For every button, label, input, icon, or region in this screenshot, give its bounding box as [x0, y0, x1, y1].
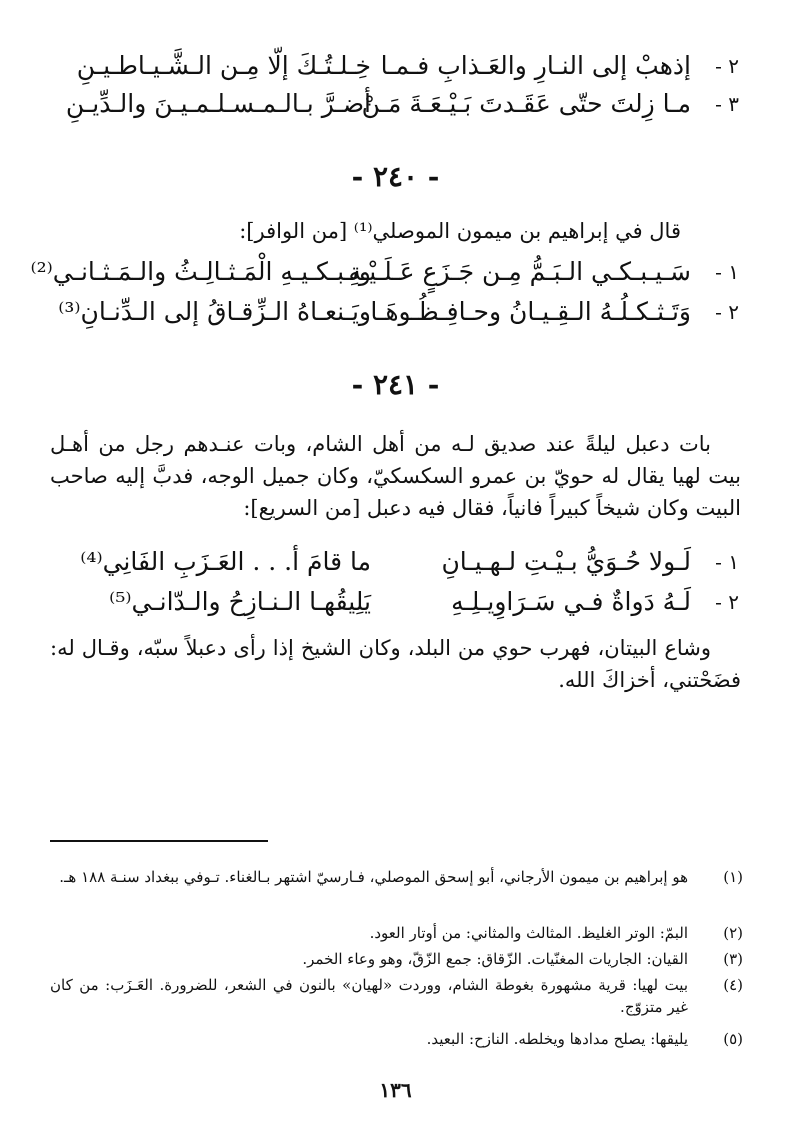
footnote-number: (٣): [723, 950, 743, 968]
verse-line: [40, 582, 751, 622]
footnote-number: (٥): [723, 1030, 743, 1048]
page-number: ١٣٦: [379, 1078, 412, 1102]
verse-second-hemistich: وتـبـكـيـهِ الْمَـثـالِـثُ والـمَـثـانـي⁽²⁾: [30, 257, 371, 286]
verse-second-hemistich: ما قامَ أ. . . العَـزَبِ الفَانِي⁽⁴⁾: [80, 547, 371, 576]
verse-first-hemistich: إذهبْ إلى النـارِ والعَـذابِ فـمـا: [380, 51, 691, 80]
verse-first-hemistich: مـا زِلتَ حتّى عَقَـدتَ بَـيْـعَـةَ مَـنْ: [361, 89, 691, 118]
section-paragraph: [50, 428, 741, 524]
verse-line: [40, 46, 751, 86]
footnote-text: بيت لهيا: قرية مشهورة بغوطة الشام، ووردت «لهيان» بالنون في الشعر، للضرورة. العَـزَب: من كان غير متزوّج.: [50, 976, 688, 1016]
footnote-number: (٢): [723, 924, 743, 942]
footnote: [50, 866, 743, 888]
verse-first-hemistich: سَـيـبـكـي الـبَـمُّ مِـن جَـزَعٍ عَـلَـيْـهِ: [348, 257, 691, 286]
verse-number: ٢ -: [715, 590, 739, 614]
verse-line: [40, 542, 751, 582]
footnote-text: البمّ: الوتر الغليظ. المثالث والمثاني: من أوتار العود.: [369, 924, 688, 942]
section-heading: - ٢٤١ -: [351, 368, 440, 401]
footnote-divider: [50, 840, 268, 842]
verse-number: ١ -: [715, 550, 739, 574]
verse-number: ١ -: [715, 260, 739, 284]
verse-line: [40, 84, 751, 124]
verse-first-hemistich: وَتَـثـكـلُـهُ الـقِـيـانُ وحـافِـظُـوهَـا: [370, 297, 691, 326]
footnote-text: يليقها: يصلح مدادها ويخلطه. النازح: البعيد.: [426, 1030, 688, 1048]
footnote-text: القيان: الجاريات المغنّيات. الزّقاق: جمع الزّقّ، وهو وعاء الخمر.: [302, 950, 688, 968]
section-intro: قال في إبراهيم بن ميمون الموصلي⁽¹⁾ [من الوافر]:: [239, 219, 681, 243]
paragraph-text: بات دعبل ليلةً عند صديق لـه من أهل الشام، وبات عنـدهم رجل من أهـل بيت لهيا يقال له حويّ بن عمرو السكسكيّ، وكان جميل الوجه، فدبَّ إليه صاحب البيت وكان شيخاً كبيراً فانياً، فقال فيه دعبل [من السريع]:: [50, 432, 741, 520]
footnote-number: (١): [723, 868, 743, 886]
section-heading: - ٢٤٠ -: [351, 160, 440, 193]
footnote-number: (٤): [723, 976, 743, 994]
verse-line: [40, 292, 751, 332]
paragraph-text: وشاع البيتان، فهرب حوي من البلد، وكان الشيخ إذا رأى دعبلاً سبّه، وقـال له: فضَحْتني، أخزاكَ الله.: [50, 636, 741, 692]
footnote: [50, 974, 743, 1018]
verse-number: ٢ -: [715, 54, 739, 78]
verse-first-hemistich: لَـهُ دَواةٌ فـي سَـرَاوِيـلِـهِ: [451, 587, 691, 616]
verse-first-hemistich: لَـولا حُـوَيُّ بـيْـتِ لـهـيـانِ: [441, 547, 691, 576]
verse-second-hemistich: يَلِيقُهـا الـنـازِحُ والـدّانـي⁽⁵⁾: [109, 587, 371, 616]
verse-line: [30, 252, 751, 292]
closing-paragraph: [50, 632, 741, 696]
footnote: [50, 948, 743, 970]
verse-second-hemistich: خِـلـتُـكَ إلّا مِـن الـشَّـيـاطـيـنِ: [76, 51, 371, 80]
verse-second-hemistich: ويَـنعـاهُ الـزِّقـاقُ إلى الـدِّنـانِ⁽³⁾: [58, 297, 371, 326]
footnote: [50, 1028, 743, 1050]
verse-second-hemistich: أضـرَّ بـالـمـسـلـمـيـنَ والـدِّيـنِ: [65, 89, 371, 118]
footnote-text: هو إبراهيم بن ميمون الأرجاني، أبو إسحق الموصلي، فـارسيّ اشتهر بـالغناء. تـوفي ببغداد سنـة ١٨٨ هـ.: [59, 868, 688, 886]
verse-number: ٣ -: [715, 92, 739, 116]
verse-number: ٢ -: [715, 300, 739, 324]
footnote: [50, 922, 743, 944]
